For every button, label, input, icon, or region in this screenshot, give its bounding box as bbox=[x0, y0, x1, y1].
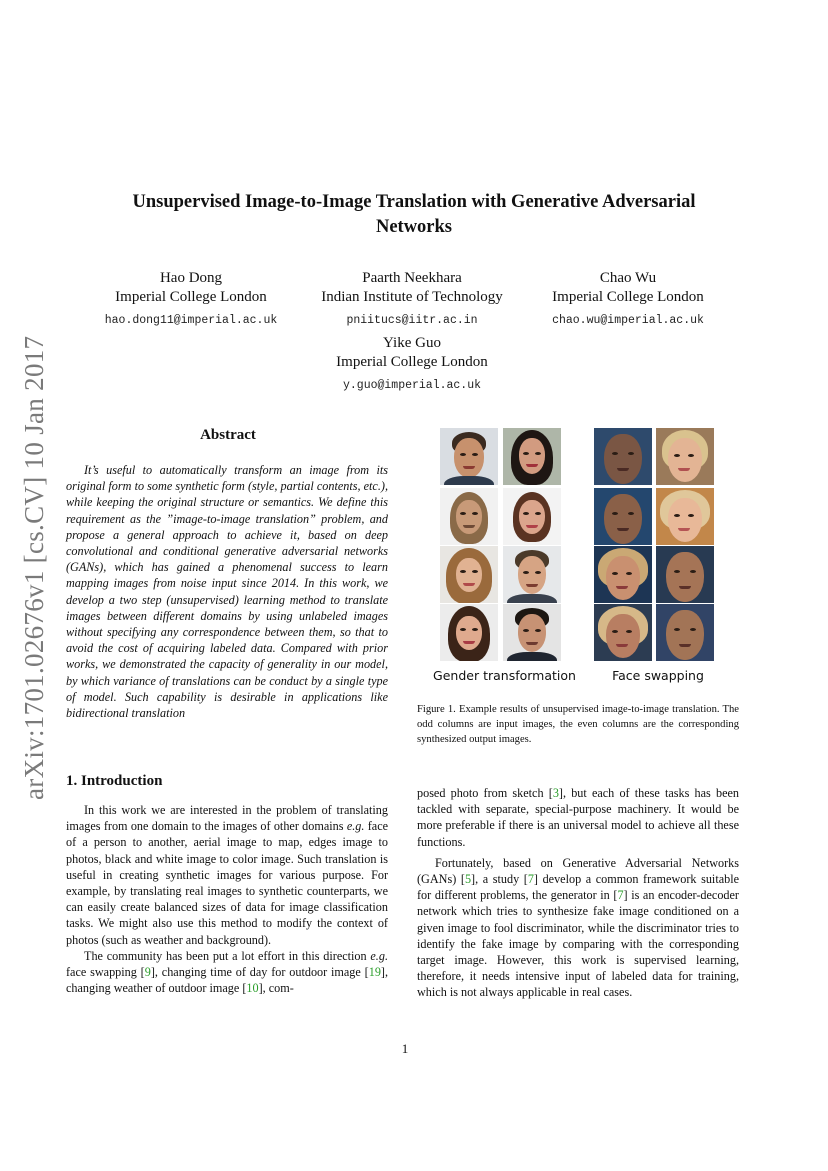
author-affiliation: Imperial College London bbox=[336, 354, 488, 370]
author-email[interactable]: pniitucs@iitr.ac.in bbox=[346, 314, 478, 327]
author-affiliation: Indian Institute of Technology bbox=[321, 289, 503, 305]
title-line-1: Unsupervised Image-to-Image Translation with Generative Adversarial bbox=[132, 192, 696, 212]
citation-link[interactable]: 19 bbox=[368, 965, 381, 980]
face-image bbox=[656, 488, 714, 545]
citation-link[interactable]: 7 bbox=[617, 888, 624, 903]
face-image bbox=[440, 546, 498, 603]
citation-link[interactable]: 3 bbox=[552, 786, 559, 800]
paper-title bbox=[90, 190, 738, 240]
author-block bbox=[302, 269, 522, 330]
figure-label-gender: Gender transformation bbox=[433, 668, 576, 683]
figure-label-face-swap: Face swapping bbox=[612, 668, 704, 683]
paragraph: In this work we are interested in the problem of translating images from one domain to the images of other domains e.g. face of a person to another, aerial image to map, edges image to photos, black and white image to color image. Such translation is useful in creating synthetic images for various purpose. For example, by translating real images to synthetic counterparts, we can easily create balanced sizes of data for image classification tasks. We might also use this method to modify the context of photos (such as weather and background). bbox=[66, 803, 389, 947]
author-name: Chao Wu bbox=[599, 270, 657, 286]
arxiv-id: arXiv:1701.02676v1 [cs.CV] 10 Jan 2017 bbox=[19, 335, 49, 800]
face-image bbox=[440, 488, 498, 545]
figure-1-grid bbox=[433, 428, 720, 683]
face-image bbox=[656, 428, 714, 485]
author-block bbox=[86, 269, 296, 330]
intro-right-column bbox=[417, 785, 739, 1001]
face-image bbox=[503, 488, 561, 545]
paragraph: posed photo from sketch [3], but each of these tasks has been tackled with separate, special-purpose machinery. It would be more preferable if there is an universal model to achieve all these functions. bbox=[417, 786, 739, 849]
paragraph: The community has been put a lot effort in this direction e.g. face swapping [9], changing time of day for outdoor image [19], changing weather of outdoor image [10], com- bbox=[66, 948, 389, 996]
author-name: Yike Guo bbox=[383, 335, 441, 351]
face-image bbox=[440, 428, 498, 485]
author-affiliation: Imperial College London bbox=[115, 289, 267, 305]
abstract-heading: Abstract bbox=[200, 427, 256, 443]
author-email[interactable]: chao.wu@imperial.ac.uk bbox=[552, 314, 704, 327]
section-heading: 1. Introduction bbox=[66, 773, 163, 789]
author-name: Paarth Neekhara bbox=[362, 270, 462, 286]
paragraph: Fortunately, based on Generative Adversarial Networks (GANs) [5], a study [7] develop a common framework suitable for different problems, the generator in [7] is an encoder-decoder network which tries to synthesize fake image conditioned on a given image to fool discriminator, while the discriminator tries to identify the fake image by comparing with the corresponding target image. However, this work is supervised learning, therefore, it needs intensive input of labeled data for training, which is not always applicable in real cases. bbox=[417, 855, 740, 1000]
abstract-text: It’s useful to automatically transform an image from its original form to some synthetic form (style, partial contents, etc.), while keeping the original structure or semantics. We define this requirement as the ”image-to-image translation” problem, and propose a general approach to achieve it, based on deep convolutional and conditional generative adversarial networks (GANs), which has gained a phenomenal success to learn mapping images from noise input since 2014. In this work, we develop a two step (unsupervised) learning method to translate images between different domains by using unlabeled images without specifying any correspondence between them, so that to avoid the cost of acquiring labeled data. Compared with prior works, we demonstrated the capacity of generality in our model, by which variance of translations can be conduct by a single type of model. Such capability is desirable in applications like bidirectional translation bbox=[66, 463, 388, 721]
citation-link[interactable]: 7 bbox=[527, 872, 534, 887]
face-image bbox=[656, 546, 714, 603]
face-image bbox=[503, 546, 561, 603]
author-email[interactable]: hao.dong11@imperial.ac.uk bbox=[104, 314, 278, 327]
face-image bbox=[503, 428, 561, 485]
author-affiliation: Imperial College London bbox=[552, 289, 704, 305]
face-image bbox=[656, 604, 714, 661]
face-image bbox=[594, 488, 652, 545]
citation-link[interactable]: 10 bbox=[246, 981, 259, 996]
author-block bbox=[302, 334, 522, 395]
title-line-2: Networks bbox=[375, 217, 453, 237]
face-image bbox=[503, 604, 561, 661]
face-image bbox=[594, 428, 652, 485]
intro-left-column bbox=[66, 802, 388, 996]
face-image bbox=[594, 604, 652, 661]
face-image bbox=[594, 546, 652, 603]
page-number: 1 bbox=[401, 1041, 409, 1056]
face-image bbox=[440, 604, 498, 661]
figure-caption: Figure 1. Example results of unsupervised image-to-image translation. The odd columns are input images, the even columns are the corresponding synthesized output images. bbox=[417, 704, 739, 745]
citation-link[interactable]: 5 bbox=[464, 872, 472, 887]
author-block bbox=[528, 269, 728, 330]
citation-link[interactable]: 9 bbox=[144, 965, 151, 980]
author-name: Hao Dong bbox=[159, 270, 223, 286]
author-email[interactable]: y.guo@imperial.ac.uk bbox=[342, 379, 482, 392]
